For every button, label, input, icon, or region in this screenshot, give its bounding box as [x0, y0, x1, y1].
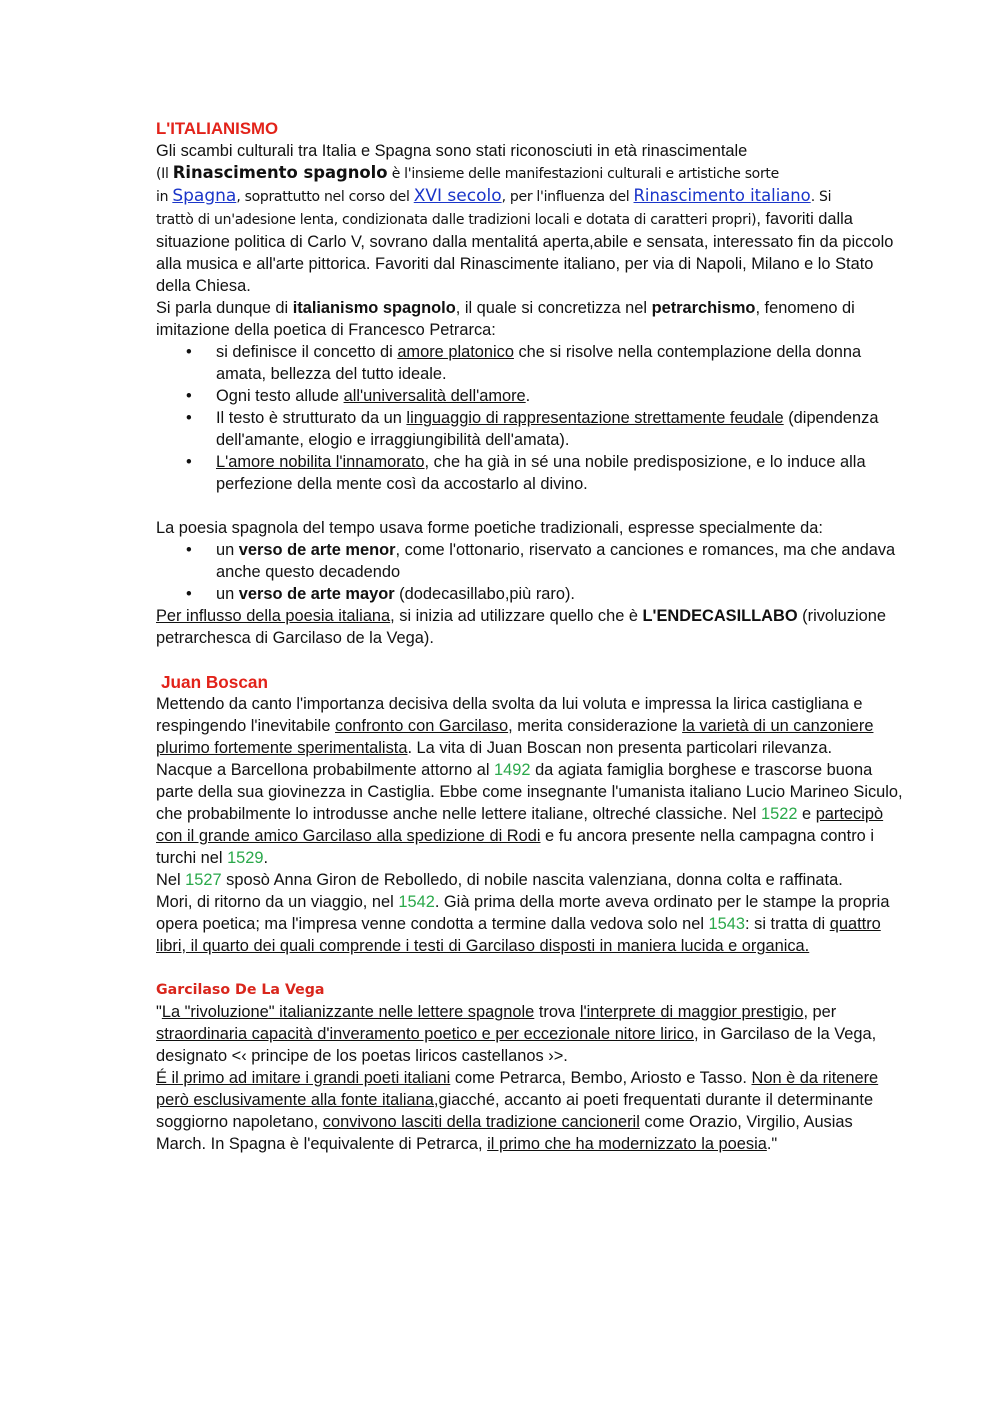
link-spagna[interactable]: Spagna [172, 186, 237, 206]
bold-term: verso de arte menor [238, 541, 396, 559]
text-run: e [797, 805, 816, 823]
bullet-icon: • [186, 387, 192, 405]
poesia-paragraph: La poesia spagnola del tempo usava forme poetiche tradizionali, espresse specialmente da: [156, 519, 823, 537]
text-run: ." [766, 1135, 778, 1153]
list-item [156, 341, 906, 385]
text-run: " [156, 1003, 162, 1021]
underlined-text: il primo che ha modernizzato la poesia [487, 1135, 767, 1153]
verso-bullet-list [156, 539, 906, 605]
text-run: . [525, 387, 531, 405]
text-run: un [216, 585, 239, 603]
underlined-text: l'interprete di maggior prestigio [579, 1003, 804, 1021]
text-run: , il quale si concretizza nel [455, 299, 652, 317]
paragraph-gap [156, 957, 906, 979]
text-run: , che ha già in sé una nobile predisposizione, e lo induce alla perfezione della mente così da accostarlo al divino. [216, 453, 866, 493]
text-run: Nel [156, 871, 186, 889]
text-run: e fu ancora presente nella campagna contro i turchi nel [156, 827, 874, 867]
year-highlight: 1529 [227, 849, 264, 867]
bullet-icon: • [186, 343, 192, 361]
year-highlight: 1542 [398, 893, 435, 911]
endecasillabo-paragraph [156, 605, 906, 649]
paren-text: , per l'influenza del [501, 189, 634, 205]
text-run: si definisce il concetto di [216, 343, 398, 361]
text-run: Mori, di ritorno da un viaggio, nel [156, 893, 399, 911]
underlined-text: confronto con Garcilaso [335, 717, 509, 735]
favoriti-text: , favoriti dalla situazione politica di Carlo V, sovrano dalla mentalitá aperta,abile e sensata, interessato fin da piccolo alla musica e all'arte pittorica. Favoriti dal Rinascimente italiano, per via di Napoli, Milano e lo Stato della Chiesa. [156, 210, 894, 295]
list-item [156, 451, 906, 495]
paren-text: , soprattutto nel corso del [236, 189, 414, 205]
list-item [156, 385, 906, 407]
text-run: Ogni testo allude [216, 387, 344, 405]
text-run: , in Garcilaso de la Vega, designato <‹ principe de los poetas liricos castellanos ›>. [156, 1025, 877, 1065]
text-run: sposò Anna Giron de Rebolledo, di nobile nascita valenziana, donna colta e raffinata. [221, 871, 843, 889]
text-run: , come l'ottonario, riservato a canciones e romances, ma che andava anche questo decadendo [216, 541, 896, 581]
text-run: , merita considerazione [508, 717, 683, 735]
petrarchismo-bullet-list [156, 341, 906, 495]
underlined-text: straordinaria capacità d'inveramento poetico e per eccezionale nitore lirico [156, 1025, 694, 1043]
text-run: Mettendo da canto l'importanza decisiva della svolta da lui voluta e impressa la lirica castigliana e respingendo l'inevitabile [156, 695, 863, 735]
year-highlight: 1492 [494, 761, 531, 779]
boscan-paragraph-3 [156, 869, 906, 891]
text-run: , fenomeno di imitazione della poetica di Francesco Petrarca: [156, 299, 855, 339]
link-rinascimento-italiano[interactable]: Rinascimento italiano [633, 186, 811, 205]
text-run: . Già prima della morte aveva ordinato per le stampe la propria opera poetica; ma l'impresa venne condotta a termine dalla vedova solo nel [156, 893, 890, 933]
text-run: : si tratta di [745, 915, 830, 933]
underlined-text: convivono lasciti della tradizione cancioneril [322, 1113, 640, 1131]
underlined-text: É il primo ad imitare i grandi poeti italiani [156, 1069, 451, 1087]
underlined-text: Per influsso della poesia italiana [156, 607, 391, 625]
intro-paragraph: Gli scambi culturali tra Italia e Spagna sono stati riconosciuti in età rinascimentale [156, 142, 748, 160]
text-run: Il testo è strutturato da un [216, 409, 407, 427]
bold-term: verso de arte mayor [238, 585, 395, 603]
underlined-text: all'universalità dell'amore [343, 387, 526, 405]
paren-open: (Il [156, 166, 173, 182]
text-run: , per [803, 1003, 837, 1021]
underlined-text: Non è da ritenere però esclusivamente alla fonte italiana [156, 1069, 879, 1109]
parenthetical-paragraph [156, 162, 906, 297]
year-highlight: 1543 [708, 915, 746, 933]
text-run: ,giacché, accanto ai poeti frequentati durante il determinante soggiorno napoletano, [156, 1091, 874, 1131]
section-title-juan-boscan: Juan Boscan [161, 672, 268, 692]
document-body [156, 118, 906, 1155]
bold-term: petrarchismo [651, 299, 756, 317]
paren-text: in [156, 189, 173, 205]
section-title-italianismo: L'ITALIANISMO [156, 119, 279, 138]
boscan-paragraph-1 [156, 693, 906, 759]
rinascimento-spagnolo-term: Rinascimento spagnolo [172, 163, 388, 182]
bold-term: L'ENDECASILLABO [642, 607, 798, 625]
text-run: , si inizia ad utilizzare quello che è [390, 607, 643, 625]
list-item [156, 583, 906, 605]
text-run: da agiata famiglia borghese e trascorse buona parte della sua giovinezza in Castiglia. Ebbe come insegnante l'umanista italiano Lucio Marineo Siculo, che probabilmente lo introdusse anche nelle lettere italiane, oltreché classiche. Nel [156, 761, 903, 823]
text-run: Nacque a Barcellona probabilmente attorno al [156, 761, 495, 779]
bullet-icon: • [186, 453, 192, 471]
text-run: trova [534, 1003, 580, 1021]
bullet-icon: • [186, 585, 192, 603]
paren-text: è l'insieme delle manifestazioni culturali e artistiche sorte [387, 166, 779, 182]
underlined-text: quattro libri, il quarto dei quali comprende i testi di Garcilaso disposti in maniera lucida e organica. [156, 915, 881, 955]
underlined-text: linguaggio di rappresentazione strettamente feudale [406, 409, 784, 427]
boscan-paragraph-4 [156, 891, 906, 957]
list-item [156, 539, 906, 583]
paren-text: trattò di un'adesione lenta, condizionata dalle tradizioni locali e dotata di caratteri propri) [156, 212, 757, 228]
text-run: (dodecasillabo,più raro). [394, 585, 575, 603]
text-run: un [216, 541, 239, 559]
paragraph-gap [156, 495, 906, 517]
petrarchismo-paragraph [156, 297, 906, 341]
text-run: (rivoluzione petrarchesca di Garcilaso de la Vega). [156, 607, 886, 647]
bold-term: italianismo spagnolo [292, 299, 456, 317]
year-highlight: 1522 [760, 805, 798, 823]
bullet-icon: • [186, 541, 192, 559]
text-run: come Orazio, Virgilio, Ausias March. In Spagna è l'equivalente di Petrarca, [156, 1113, 853, 1153]
underlined-text: L'amore nobilita l'innamorato [216, 453, 425, 471]
bullet-icon: • [186, 409, 192, 427]
link-xvi-secolo[interactable]: XVI secolo [413, 186, 502, 206]
text-run: . [263, 849, 269, 867]
underlined-text: amore platonico [397, 343, 514, 361]
underlined-text: la varietà di un canzoniere plurimo fortemente sperimentalista [156, 717, 874, 757]
text-run: . La vita di Juan Boscan non presenta particolari rilevanza. [407, 739, 833, 757]
paren-text: . Si [810, 189, 832, 205]
paragraph-gap [156, 649, 906, 671]
text-run: come Petrarca, Bembo, Ariosto e Tasso. [450, 1069, 752, 1087]
list-item [156, 407, 906, 451]
garcilaso-paragraph [156, 1001, 906, 1155]
text-run: (dipendenza dell'amante, elogio e irraggiungibilità dell'amata). [216, 409, 879, 449]
year-highlight: 1527 [185, 871, 222, 889]
text-run: Si parla dunque di [156, 299, 293, 317]
boscan-paragraph-2 [156, 759, 906, 869]
section-title-garcilaso: Garcilaso De La Vega [156, 982, 325, 998]
underlined-text: partecipò con il grande amico Garcilaso alla spedizione di Rodi [156, 805, 884, 845]
text-run: che si risolve nella contemplazione della donna amata, bellezza del tutto ideale. [216, 343, 862, 383]
underlined-text: La "rivoluzione" italianizzante nelle lettere spagnole [161, 1003, 535, 1021]
